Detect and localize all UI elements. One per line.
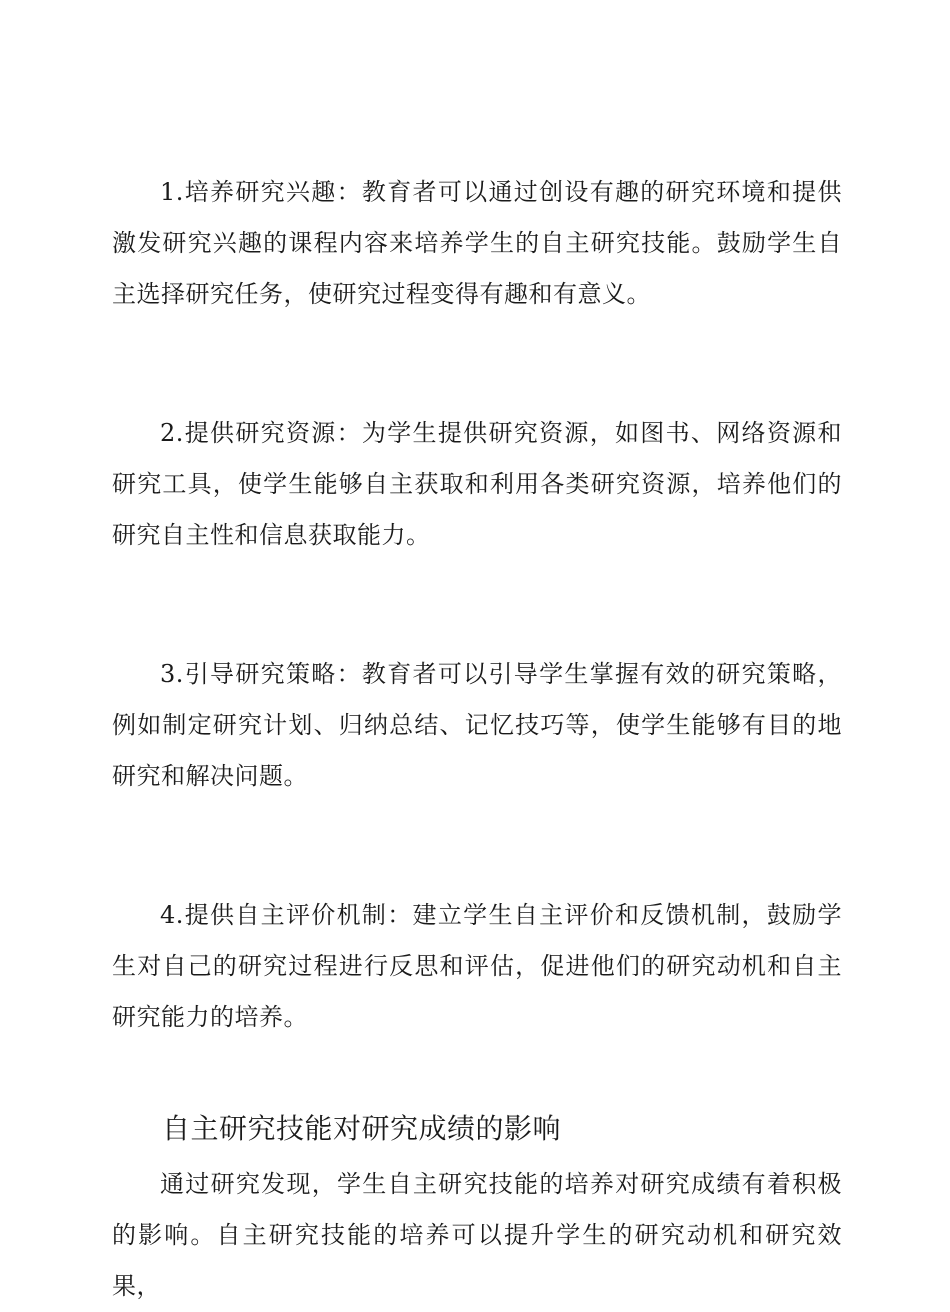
document-body — [112, 167, 842, 1312]
paragraph-spacer — [112, 802, 842, 890]
paragraph-spacer — [112, 561, 842, 649]
heading-spacer — [112, 1043, 842, 1109]
paragraph-self-evaluation: 4.提供自主评价机制：建立学生自主评价和反馈机制，鼓励学生对自己的研究过程进行反思和评估，促进他们的研究动机和自主研究能力的培养。 — [112, 901, 842, 1031]
paragraph-research-interest: 1.培养研究兴趣：教育者可以通过创设有趣的研究环境和提供激发研究兴趣的课程内容来培养学生的自主研究技能。鼓励学生自主选择研究任务，使研究过程变得有趣和有意义。 — [112, 178, 842, 308]
paragraph-impact-on-grades: 通过研究发现，学生自主研究技能的培养对研究成绩有着积极的影响。自主研究技能的培养可以提升学生的研究动机和研究效果， — [112, 1170, 842, 1300]
paragraph-spacer — [112, 320, 842, 408]
paragraph-research-strategy: 3.引导研究策略：教育者可以引导学生掌握有效的研究策略，例如制定研究计划、归纳总结、记忆技巧等，使学生能够有目的地研究和解决问题。 — [112, 660, 842, 790]
heading-spacer — [112, 1149, 842, 1159]
section-heading: 自主研究技能对研究成绩的影响 — [162, 1112, 562, 1145]
paragraph-research-resources: 2.提供研究资源：为学生提供研究资源，如图书、网络资源和研究工具，使学生能够自主获取和利用各类研究资源，培养他们的研究自主性和信息获取能力。 — [112, 419, 842, 549]
